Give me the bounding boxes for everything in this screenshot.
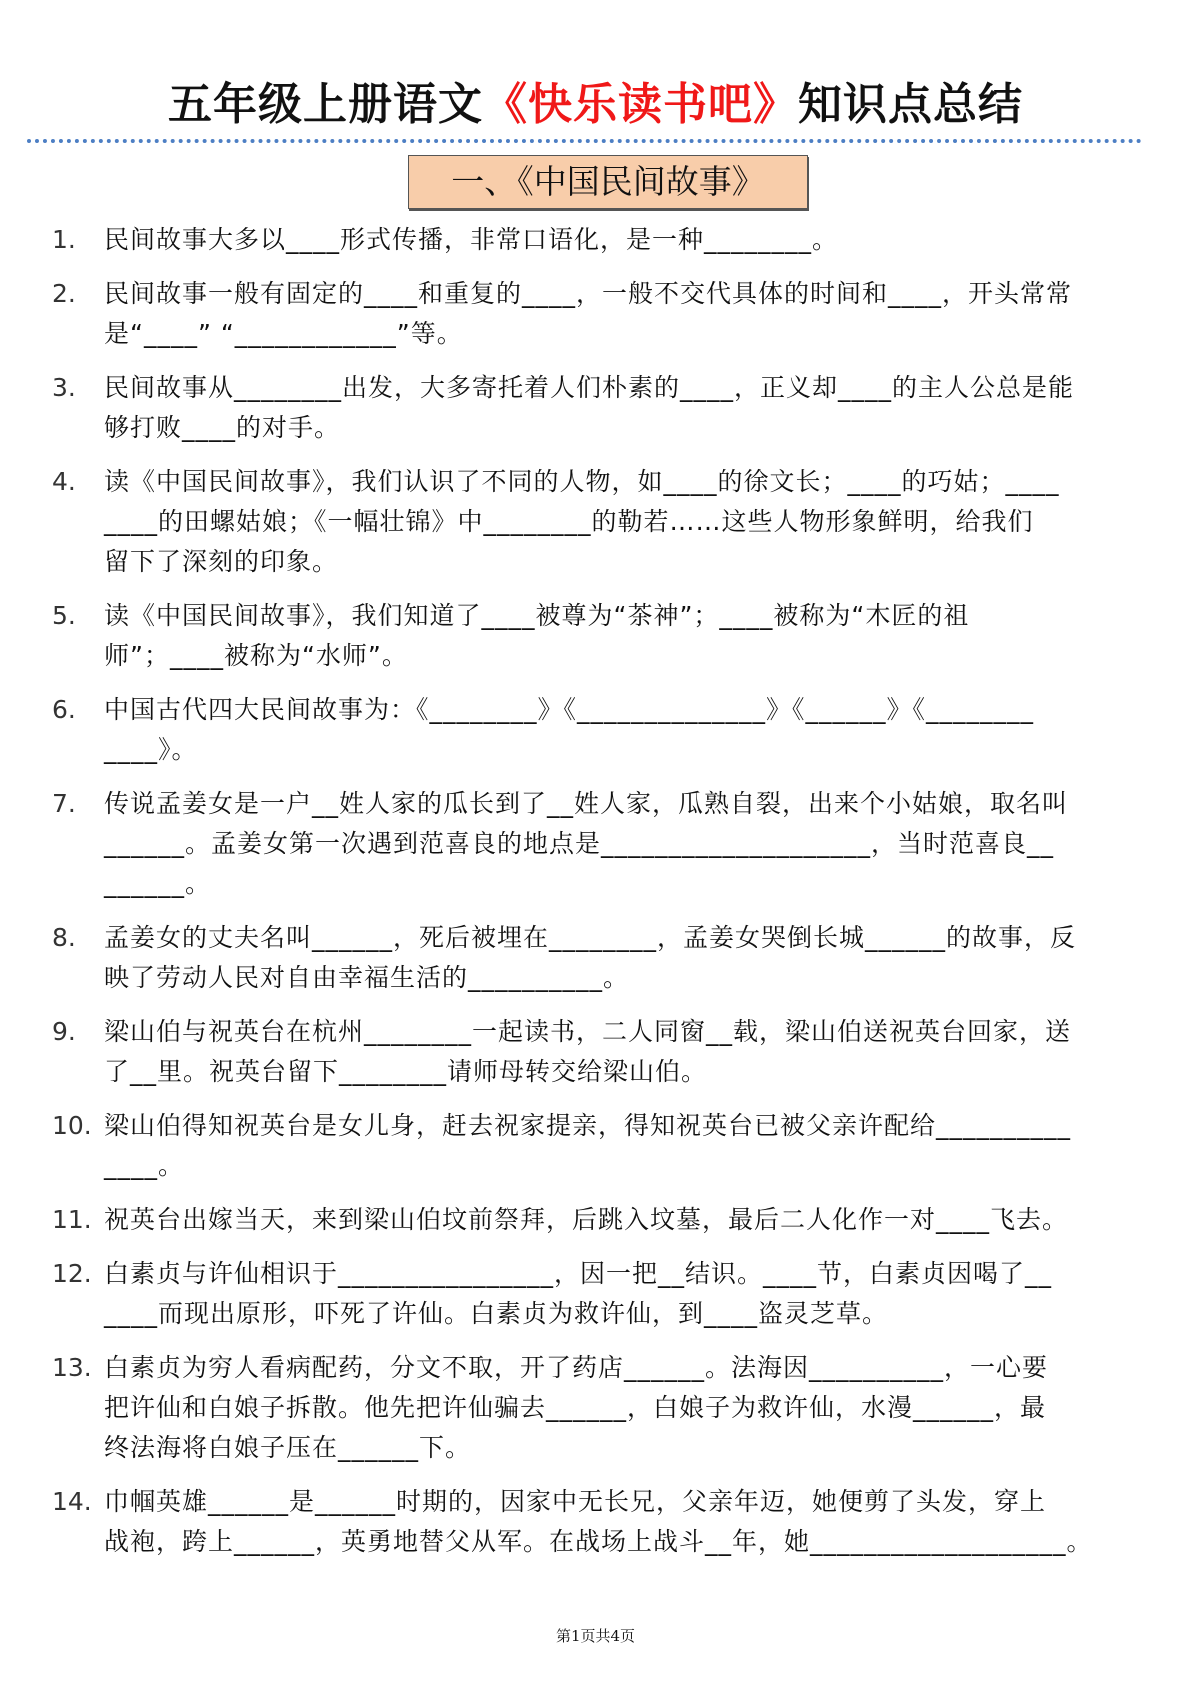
question-text-line: 读《中国民间故事》，我们认识了不同的人物，如____的徐文长；____的巧姑；____ [104, 467, 1060, 496]
question-text-line: 传说孟姜女是一户__姓人家的瓜长到了__姓人家，瓜熟自裂，出来个小姑娘，取名叫 [104, 789, 1069, 818]
question-number: 9. [52, 1017, 76, 1046]
question-item [52, 368, 1152, 448]
question-text-line: 梁山伯得知祝英台是女儿身，赶去祝家提亲，得知祝英台已被父亲许配给__________ [104, 1111, 1072, 1140]
title-book-name: 《快乐读书吧》 [483, 79, 798, 130]
question-number: 6. [52, 695, 76, 724]
question-text-line: 留下了深刻的印象。 [104, 547, 339, 576]
question-number: 8. [52, 923, 76, 952]
question-text-line: ____的田螺姑娘；《一幅壮锦》中________的勒若……这些人物形象鲜明，给我们 [104, 507, 1034, 536]
question-number: 11. [52, 1205, 92, 1234]
question-item [52, 1482, 1152, 1562]
question-text-line: 祝英台出嫁当天，来到梁山伯坟前祭拜，后跳入坟墓，最后二人化作一对____飞去。 [104, 1205, 1069, 1234]
question-number: 5. [52, 601, 76, 630]
question-number: 12. [52, 1259, 92, 1288]
question-item [52, 1012, 1152, 1092]
question-text-line: 把许仙和白娘子拆散。他先把许仙骗去______，白娘子为救许仙，水漫______，最 [104, 1393, 1047, 1422]
question-text-line: 读《中国民间故事》，我们知道了____被尊为“茶神”；____被称为“木匠的祖 [104, 601, 970, 630]
question-item [52, 462, 1152, 582]
question-item [52, 918, 1152, 998]
dotted-divider [27, 139, 1142, 143]
question-text-line: 民间故事大多以____形式传播，非常口语化，是一种________。 [104, 225, 839, 254]
question-number: 14. [52, 1487, 92, 1516]
question-text-line: 了__里。祝英台留下________请师母转交给梁山伯。 [104, 1057, 708, 1086]
question-text-line: ____。 [104, 1151, 185, 1180]
question-number: 3. [52, 373, 76, 402]
question-text-line: 够打败____的对手。 [104, 413, 341, 442]
question-text-line: ____而现出原形，吓死了许仙。白素贞为救许仙，到____盗灵芝草。 [104, 1299, 889, 1328]
question-text-line: 师”；____被称为“水师”。 [104, 641, 408, 670]
question-text-line: 映了劳动人民对自由幸福生活的__________。 [104, 963, 630, 992]
question-text-line: 民间故事从________出发，大多寄托着人们朴素的____，正义却____的主人公总是能 [104, 373, 1075, 402]
question-item [52, 596, 1152, 676]
question-list [52, 220, 1152, 1576]
question-text-line: ______。 [104, 869, 212, 898]
question-text-line: 民间故事一般有固定的____和重复的____，一般不交代具体的时间和____，开头常常 [104, 279, 1073, 308]
question-item [52, 274, 1152, 354]
question-text-line: 是“____” “____________”等。 [104, 319, 463, 348]
page-title [0, 68, 1191, 132]
question-text-line: 终法海将白娘子压在______下。 [104, 1433, 472, 1462]
question-number: 7. [52, 789, 76, 818]
question-item [52, 220, 1152, 260]
question-text-line: ____》。 [104, 735, 198, 764]
question-text-line: 战袍，跨上______，英勇地替父从军。在战场上战斗__年，她___________________。 [104, 1527, 1093, 1556]
section-heading: 一、《中国民间故事》 [408, 155, 808, 209]
page-number: 第1页共4页 [555, 1627, 636, 1645]
question-text-line: 白素贞与许仙相识于________________，因一把__结识。____节，白素贞因喝了__ [104, 1259, 1053, 1288]
question-number: 4. [52, 467, 76, 496]
question-number: 2. [52, 279, 76, 308]
question-item [52, 1254, 1152, 1334]
question-item [52, 784, 1152, 904]
question-item [52, 690, 1152, 770]
question-item [52, 1348, 1152, 1468]
question-text-line: 梁山伯与祝英台在杭州________一起读书，二人同窗__载，梁山伯送祝英台回家，送 [104, 1017, 1072, 1046]
question-number: 10. [52, 1111, 92, 1140]
question-text-line: 孟姜女的丈夫名叫______，死后被埋在________，孟姜女哭倒长城______的故事，反 [104, 923, 1077, 952]
question-item [52, 1200, 1152, 1240]
title-suffix: 知识点总结 [798, 79, 1023, 130]
title-prefix: 五年级上册语文 [168, 79, 483, 130]
question-text-line: ______。孟姜女第一次遇到范喜良的地点是____________________，当时范喜良__ [104, 829, 1055, 858]
question-text-line: 中国古代四大民间故事为：《________》《______________》《______》《________ [104, 695, 1035, 724]
question-item [52, 1106, 1152, 1186]
question-number: 13. [52, 1353, 92, 1382]
question-number: 1. [52, 225, 76, 254]
question-text-line: 巾帼英雄______是______时期的，因家中无长兄，父亲年迈，她便剪了头发，穿上 [104, 1487, 1047, 1516]
question-text-line: 白素贞为穷人看病配药，分文不取，开了药店______。法海因__________，一心要 [104, 1353, 1049, 1382]
